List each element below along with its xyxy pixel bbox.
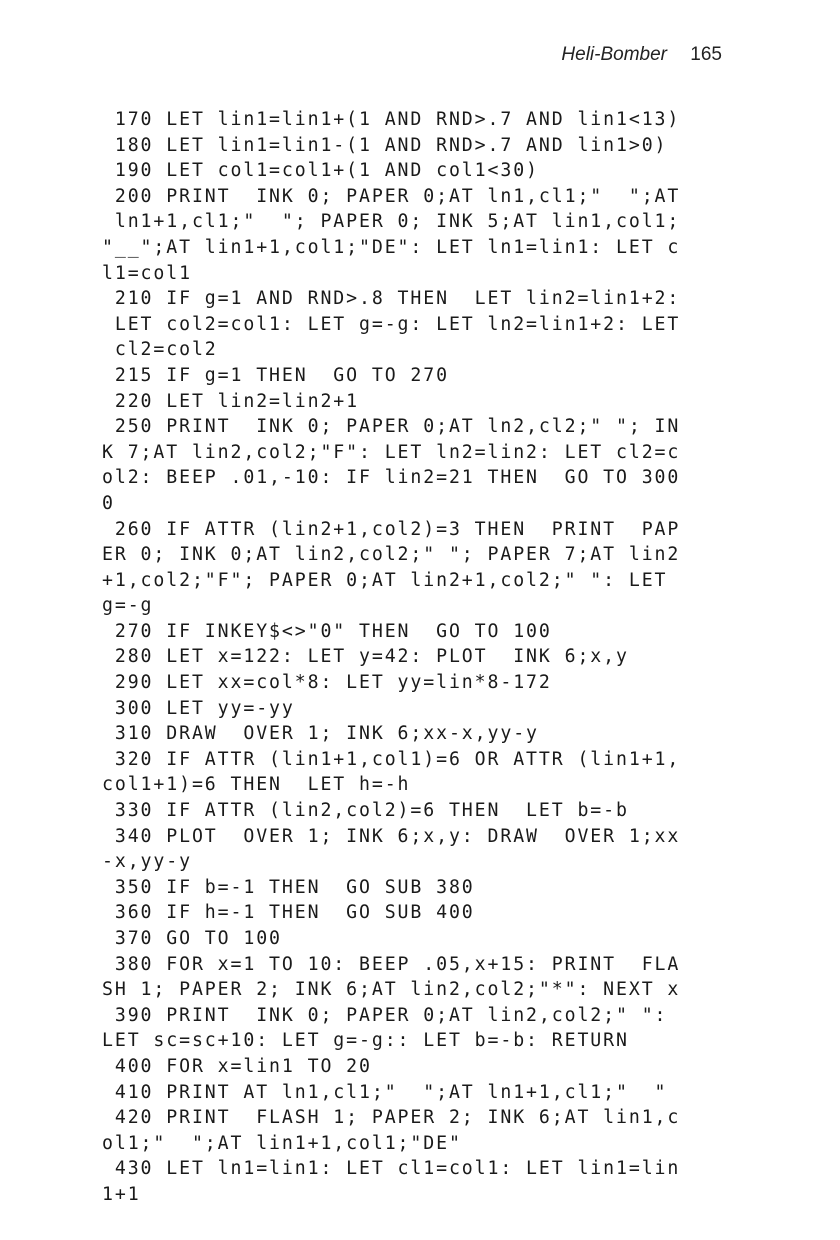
code-line: g=-g xyxy=(102,595,154,617)
code-line: 330 IF ATTR (lin2,col2)=6 THEN LET b=-b xyxy=(102,800,629,822)
code-line: 290 LET xx=col*8: LET yy=lin*8-172 xyxy=(102,672,552,694)
code-line: ol2: BEEP .01,-10: IF lin2=21 THEN GO TO 300 xyxy=(102,467,681,489)
code-line: 360 IF h=-1 THEN GO SUB 400 xyxy=(102,902,475,924)
code-line: 170 LET lin1=lin1+(1 AND RND>.7 AND lin1<13) xyxy=(102,109,681,130)
code-line: ol1;" ";AT lin1+1,col1;"DE" xyxy=(102,1132,462,1154)
code-line: 380 FOR x=1 TO 10: BEEP .05,x+15: PRINT FLA xyxy=(102,953,681,975)
code-line: l1=col1 xyxy=(102,262,192,284)
code-line: 220 LET lin2=lin2+1 xyxy=(102,390,359,412)
code-line: "__";AT lin1+1,col1;"DE": LET ln1=lin1: LET c xyxy=(102,236,681,258)
code-line: cl2=col2 xyxy=(102,339,218,361)
code-line: 250 PRINT INK 0; PAPER 0;AT ln2,cl2;" "; IN xyxy=(102,416,681,438)
code-line: 430 LET ln1=lin1: LET cl1=col1: LET lin1=lin xyxy=(102,1158,681,1180)
code-line: col1+1)=6 THEN LET h=-h xyxy=(102,774,411,796)
code-line: 390 PRINT INK 0; PAPER 0;AT lin2,col2;" ": xyxy=(102,1004,668,1026)
basic-program-listing xyxy=(102,107,762,1208)
code-line: ln1+1,cl1;" "; PAPER 0; INK 5;AT lin1,col1; xyxy=(102,211,681,233)
code-line: K 7;AT lin2,col2;"F": LET ln2=lin2: LET cl2=c xyxy=(102,441,681,463)
code-line: 420 PRINT FLASH 1; PAPER 2; INK 6;AT lin1,c xyxy=(102,1107,681,1129)
code-line: 180 LET lin1=lin1-(1 AND RND>.7 AND lin1>0) xyxy=(102,134,668,156)
code-line: LET sc=sc+10: LET g=-g:: LET b=-b: RETURN xyxy=(102,1030,629,1052)
code-line: 400 FOR x=lin1 TO 20 xyxy=(102,1055,372,1077)
code-line: SH 1; PAPER 2; INK 6;AT lin2,col2;"*": NEXT x xyxy=(102,979,681,1001)
code-line: 280 LET x=122: LET y=42: PLOT INK 6;x,y xyxy=(102,646,629,668)
code-line: 1+1 xyxy=(102,1183,141,1205)
code-line: ER 0; INK 0;AT lin2,col2;" "; PAPER 7;AT lin2 xyxy=(102,544,681,566)
code-line: 215 IF g=1 THEN GO TO 270 xyxy=(102,364,449,386)
code-line: 320 IF ATTR (lin1+1,col1)=6 OR ATTR (lin1+1, xyxy=(102,748,681,770)
code-line: 0 xyxy=(102,492,115,514)
code-line: LET col2=col1: LET g=-g: LET ln2=lin1+2: LET xyxy=(102,313,681,335)
code-line: -x,yy-y xyxy=(102,851,192,873)
code-line: 300 LET yy=-yy xyxy=(102,697,295,719)
code-line: 270 IF INKEY$<>"0" THEN GO TO 100 xyxy=(102,620,552,642)
code-line: 310 DRAW OVER 1; INK 6;xx-x,yy-y xyxy=(102,723,539,745)
page-number: 165 xyxy=(690,44,722,65)
code-line: 340 PLOT OVER 1; INK 6;x,y: DRAW OVER 1;xx xyxy=(102,825,681,847)
chapter-title: Heli-Bomber xyxy=(561,44,668,65)
code-line: 190 LET col1=col1+(1 AND col1<30) xyxy=(102,160,539,182)
code-line: 210 IF g=1 AND RND>.8 THEN LET lin2=lin1+2: xyxy=(102,288,681,310)
code-line: 410 PRINT AT ln1,cl1;" ";AT ln1+1,cl1;" " xyxy=(102,1081,668,1103)
code-line: 260 IF ATTR (lin2+1,col2)=3 THEN PRINT PAP xyxy=(102,518,681,540)
code-line: 200 PRINT INK 0; PAPER 0;AT ln1,cl1;" ";AT xyxy=(102,185,681,207)
code-line: 370 GO TO 100 xyxy=(102,928,282,949)
code-line: +1,col2;"F"; PAPER 0;AT lin2+1,col2;" ": LET xyxy=(102,569,668,591)
running-header xyxy=(561,44,722,66)
code-line: 350 IF b=-1 THEN GO SUB 380 xyxy=(102,876,475,898)
